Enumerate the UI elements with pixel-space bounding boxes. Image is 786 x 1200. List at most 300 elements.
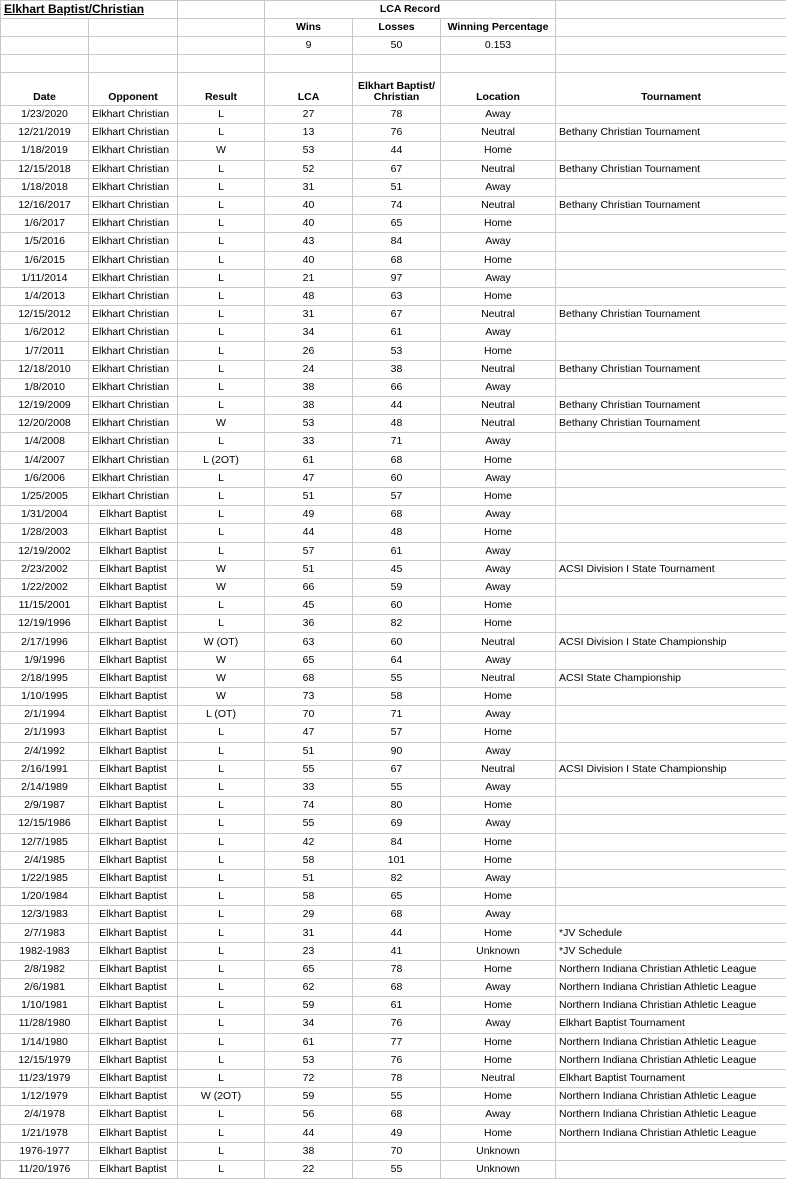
result-cell[interactable]: L xyxy=(178,979,265,997)
tournament-cell[interactable]: ACSI Division I State Championship xyxy=(556,760,786,778)
result-cell[interactable]: L xyxy=(178,760,265,778)
opponent-cell[interactable]: Elkhart Christian xyxy=(89,397,178,415)
opponent-score-cell[interactable]: 60 xyxy=(353,597,441,615)
lca-score-cell[interactable]: 42 xyxy=(265,833,353,851)
opponent-cell[interactable]: Elkhart Baptist xyxy=(89,1160,178,1178)
tournament-cell[interactable]: *JV Schedule xyxy=(556,924,786,942)
tournament-cell[interactable]: Northern Indiana Christian Athletic League xyxy=(556,1124,786,1142)
result-cell[interactable]: L xyxy=(178,778,265,796)
location-cell[interactable]: Neutral xyxy=(441,1069,556,1087)
location-cell[interactable]: Home xyxy=(441,142,556,160)
tournament-cell[interactable] xyxy=(556,706,786,724)
lca-score-cell[interactable]: 40 xyxy=(265,196,353,214)
opponent-cell[interactable]: Elkhart Baptist xyxy=(89,524,178,542)
result-cell[interactable]: L xyxy=(178,524,265,542)
result-cell[interactable]: L xyxy=(178,597,265,615)
tournament-cell[interactable] xyxy=(556,724,786,742)
opponent-cell[interactable]: Elkhart Baptist xyxy=(89,615,178,633)
opponent-score-cell[interactable]: 78 xyxy=(353,106,441,124)
result-cell[interactable]: L xyxy=(178,1069,265,1087)
lca-score-cell[interactable]: 61 xyxy=(265,451,353,469)
opponent-cell[interactable]: Elkhart Christian xyxy=(89,415,178,433)
tournament-cell[interactable]: Bethany Christian Tournament xyxy=(556,415,786,433)
tournament-cell[interactable] xyxy=(556,287,786,305)
date-cell[interactable]: 12/15/1986 xyxy=(1,815,89,833)
location-cell[interactable]: Away xyxy=(441,433,556,451)
sheet-title[interactable]: Elkhart Baptist/Christian xyxy=(1,1,178,19)
lca-score-cell[interactable]: 66 xyxy=(265,578,353,596)
date-cell[interactable]: 1/31/2004 xyxy=(1,506,89,524)
date-cell[interactable]: 1/18/2019 xyxy=(1,142,89,160)
opponent-cell[interactable]: Elkhart Christian xyxy=(89,287,178,305)
opponent-score-cell[interactable]: 53 xyxy=(353,342,441,360)
result-cell[interactable]: L xyxy=(178,469,265,487)
opponent-score-cell[interactable]: 84 xyxy=(353,233,441,251)
result-cell[interactable]: L xyxy=(178,124,265,142)
date-cell[interactable]: 1/10/1995 xyxy=(1,688,89,706)
date-cell[interactable]: 1/14/1980 xyxy=(1,1033,89,1051)
opponent-score-cell[interactable]: 90 xyxy=(353,742,441,760)
opponent-cell[interactable]: Elkhart Baptist xyxy=(89,1051,178,1069)
opponent-cell[interactable]: Elkhart Baptist xyxy=(89,1124,178,1142)
tournament-cell[interactable] xyxy=(556,433,786,451)
date-cell[interactable]: 1/6/2012 xyxy=(1,324,89,342)
location-cell[interactable]: Away xyxy=(441,979,556,997)
opponent-cell[interactable]: Elkhart Baptist xyxy=(89,778,178,796)
location-cell[interactable]: Away xyxy=(441,469,556,487)
tournament-cell[interactable] xyxy=(556,815,786,833)
opponent-score-cell[interactable]: 65 xyxy=(353,888,441,906)
date-cell[interactable]: 1976-1977 xyxy=(1,1142,89,1160)
lca-score-cell[interactable]: 62 xyxy=(265,979,353,997)
opponent-score-cell[interactable]: 77 xyxy=(353,1033,441,1051)
date-cell[interactable]: 2/4/1992 xyxy=(1,742,89,760)
location-cell[interactable]: Home xyxy=(441,960,556,978)
header-date[interactable]: Date xyxy=(1,73,89,106)
result-cell[interactable]: L xyxy=(178,160,265,178)
result-cell[interactable]: L xyxy=(178,906,265,924)
location-cell[interactable]: Away xyxy=(441,906,556,924)
tournament-cell[interactable] xyxy=(556,324,786,342)
location-cell[interactable]: Unknown xyxy=(441,942,556,960)
result-cell[interactable]: L xyxy=(178,724,265,742)
tournament-cell[interactable] xyxy=(556,1142,786,1160)
result-cell[interactable]: W (2OT) xyxy=(178,1088,265,1106)
date-cell[interactable]: 12/21/2019 xyxy=(1,124,89,142)
date-cell[interactable]: 1982-1983 xyxy=(1,942,89,960)
location-cell[interactable]: Neutral xyxy=(441,415,556,433)
location-cell[interactable]: Away xyxy=(441,778,556,796)
opponent-cell[interactable]: Elkhart Baptist xyxy=(89,815,178,833)
tournament-cell[interactable] xyxy=(556,906,786,924)
tournament-cell[interactable] xyxy=(556,233,786,251)
date-cell[interactable]: 1/18/2018 xyxy=(1,178,89,196)
header-location[interactable]: Location xyxy=(441,73,556,106)
date-cell[interactable]: 12/19/2002 xyxy=(1,542,89,560)
tournament-cell[interactable]: Bethany Christian Tournament xyxy=(556,360,786,378)
tournament-cell[interactable] xyxy=(556,142,786,160)
location-cell[interactable]: Away xyxy=(441,233,556,251)
opponent-score-cell[interactable]: 51 xyxy=(353,178,441,196)
lca-score-cell[interactable]: 72 xyxy=(265,1069,353,1087)
location-cell[interactable]: Away xyxy=(441,1106,556,1124)
location-cell[interactable]: Away xyxy=(441,106,556,124)
result-cell[interactable]: L xyxy=(178,997,265,1015)
location-cell[interactable]: Away xyxy=(441,560,556,578)
opponent-score-cell[interactable]: 60 xyxy=(353,633,441,651)
lca-score-cell[interactable]: 57 xyxy=(265,542,353,560)
location-cell[interactable]: Away xyxy=(441,815,556,833)
tournament-cell[interactable] xyxy=(556,178,786,196)
opponent-score-cell[interactable]: 44 xyxy=(353,142,441,160)
opponent-cell[interactable]: Elkhart Christian xyxy=(89,324,178,342)
lca-score-cell[interactable]: 40 xyxy=(265,215,353,233)
lca-score-cell[interactable]: 38 xyxy=(265,378,353,396)
date-cell[interactable]: 11/28/1980 xyxy=(1,1015,89,1033)
tournament-cell[interactable] xyxy=(556,851,786,869)
header-lca[interactable]: LCA xyxy=(265,73,353,106)
lca-score-cell[interactable]: 65 xyxy=(265,960,353,978)
lca-score-cell[interactable]: 63 xyxy=(265,633,353,651)
opponent-cell[interactable]: Elkhart Baptist xyxy=(89,833,178,851)
result-cell[interactable]: L xyxy=(178,215,265,233)
location-cell[interactable]: Away xyxy=(441,178,556,196)
date-cell[interactable]: 1/6/2006 xyxy=(1,469,89,487)
result-cell[interactable]: L xyxy=(178,433,265,451)
date-cell[interactable]: 2/7/1983 xyxy=(1,924,89,942)
opponent-cell[interactable]: Elkhart Christian xyxy=(89,360,178,378)
opponent-cell[interactable]: Elkhart Baptist xyxy=(89,906,178,924)
opponent-score-cell[interactable]: 76 xyxy=(353,1051,441,1069)
tournament-cell[interactable]: Bethany Christian Tournament xyxy=(556,306,786,324)
opponent-cell[interactable]: Elkhart Baptist xyxy=(89,997,178,1015)
date-cell[interactable]: 2/1/1993 xyxy=(1,724,89,742)
result-cell[interactable]: W xyxy=(178,669,265,687)
lca-score-cell[interactable]: 74 xyxy=(265,797,353,815)
lca-score-cell[interactable]: 53 xyxy=(265,1051,353,1069)
date-cell[interactable]: 11/15/2001 xyxy=(1,597,89,615)
opponent-score-cell[interactable]: 58 xyxy=(353,688,441,706)
opponent-score-cell[interactable]: 67 xyxy=(353,160,441,178)
opponent-cell[interactable]: Elkhart Baptist xyxy=(89,924,178,942)
tournament-cell[interactable] xyxy=(556,378,786,396)
location-cell[interactable]: Home xyxy=(441,833,556,851)
result-cell[interactable]: W xyxy=(178,651,265,669)
lca-score-cell[interactable]: 58 xyxy=(265,888,353,906)
date-cell[interactable]: 1/22/2002 xyxy=(1,578,89,596)
winning-percentage-value[interactable]: 0.153 xyxy=(441,37,556,55)
opponent-score-cell[interactable]: 45 xyxy=(353,560,441,578)
tournament-cell[interactable]: ACSI State Championship xyxy=(556,669,786,687)
lca-score-cell[interactable]: 21 xyxy=(265,269,353,287)
tournament-cell[interactable] xyxy=(556,215,786,233)
lca-score-cell[interactable]: 55 xyxy=(265,760,353,778)
lca-score-cell[interactable]: 52 xyxy=(265,160,353,178)
opponent-score-cell[interactable]: 67 xyxy=(353,306,441,324)
opponent-cell[interactable]: Elkhart Baptist xyxy=(89,597,178,615)
lca-score-cell[interactable]: 44 xyxy=(265,1124,353,1142)
result-cell[interactable]: L xyxy=(178,615,265,633)
result-cell[interactable]: L xyxy=(178,233,265,251)
opponent-score-cell[interactable]: 60 xyxy=(353,469,441,487)
opponent-score-cell[interactable]: 76 xyxy=(353,124,441,142)
location-cell[interactable]: Away xyxy=(441,706,556,724)
lca-score-cell[interactable]: 51 xyxy=(265,560,353,578)
header-opponent[interactable]: Opponent xyxy=(89,73,178,106)
opponent-score-cell[interactable]: 68 xyxy=(353,979,441,997)
opponent-cell[interactable]: Elkhart Baptist xyxy=(89,979,178,997)
location-cell[interactable]: Home xyxy=(441,251,556,269)
opponent-score-cell[interactable]: 97 xyxy=(353,269,441,287)
location-cell[interactable]: Home xyxy=(441,688,556,706)
tournament-cell[interactable]: Elkhart Baptist Tournament xyxy=(556,1015,786,1033)
lca-score-cell[interactable]: 47 xyxy=(265,724,353,742)
opponent-score-cell[interactable]: 101 xyxy=(353,851,441,869)
opponent-score-cell[interactable]: 70 xyxy=(353,1142,441,1160)
opponent-score-cell[interactable]: 61 xyxy=(353,997,441,1015)
location-cell[interactable]: Away xyxy=(441,869,556,887)
tournament-cell[interactable]: Northern Indiana Christian Athletic League xyxy=(556,960,786,978)
opponent-cell[interactable]: Elkhart Baptist xyxy=(89,869,178,887)
date-cell[interactable]: 1/5/2016 xyxy=(1,233,89,251)
opponent-score-cell[interactable]: 44 xyxy=(353,924,441,942)
lca-score-cell[interactable]: 31 xyxy=(265,924,353,942)
tournament-cell[interactable]: Bethany Christian Tournament xyxy=(556,160,786,178)
location-cell[interactable]: Unknown xyxy=(441,1142,556,1160)
result-cell[interactable]: L xyxy=(178,869,265,887)
header-result[interactable]: Result xyxy=(178,73,265,106)
date-cell[interactable]: 12/15/2018 xyxy=(1,160,89,178)
tournament-cell[interactable] xyxy=(556,778,786,796)
date-cell[interactable]: 1/6/2017 xyxy=(1,215,89,233)
wins-value[interactable]: 9 xyxy=(265,37,353,55)
lca-score-cell[interactable]: 58 xyxy=(265,851,353,869)
opponent-cell[interactable]: Elkhart Baptist xyxy=(89,1106,178,1124)
lca-score-cell[interactable]: 44 xyxy=(265,524,353,542)
date-cell[interactable]: 12/18/2010 xyxy=(1,360,89,378)
tournament-cell[interactable]: Bethany Christian Tournament xyxy=(556,124,786,142)
tournament-cell[interactable]: Northern Indiana Christian Athletic League xyxy=(556,1106,786,1124)
date-cell[interactable]: 1/4/2007 xyxy=(1,451,89,469)
opponent-cell[interactable]: Elkhart Baptist xyxy=(89,669,178,687)
opponent-cell[interactable]: Elkhart Christian xyxy=(89,451,178,469)
opponent-cell[interactable]: Elkhart Baptist xyxy=(89,742,178,760)
tournament-cell[interactable]: Northern Indiana Christian Athletic League xyxy=(556,997,786,1015)
result-cell[interactable]: L xyxy=(178,797,265,815)
lca-score-cell[interactable]: 31 xyxy=(265,306,353,324)
tournament-cell[interactable] xyxy=(556,269,786,287)
date-cell[interactable]: 1/12/1979 xyxy=(1,1088,89,1106)
location-cell[interactable]: Away xyxy=(441,1015,556,1033)
opponent-score-cell[interactable]: 68 xyxy=(353,1106,441,1124)
opponent-cell[interactable]: Elkhart Baptist xyxy=(89,506,178,524)
tournament-cell[interactable] xyxy=(556,888,786,906)
opponent-score-cell[interactable]: 80 xyxy=(353,797,441,815)
location-cell[interactable]: Unknown xyxy=(441,1160,556,1178)
result-cell[interactable]: W xyxy=(178,142,265,160)
lca-score-cell[interactable]: 56 xyxy=(265,1106,353,1124)
opponent-score-cell[interactable]: 48 xyxy=(353,415,441,433)
opponent-score-cell[interactable]: 67 xyxy=(353,760,441,778)
result-cell[interactable]: L xyxy=(178,378,265,396)
date-cell[interactable]: 1/28/2003 xyxy=(1,524,89,542)
date-cell[interactable]: 1/22/1985 xyxy=(1,869,89,887)
opponent-score-cell[interactable]: 63 xyxy=(353,287,441,305)
lca-score-cell[interactable]: 33 xyxy=(265,778,353,796)
date-cell[interactable]: 1/20/1984 xyxy=(1,888,89,906)
lca-score-cell[interactable]: 53 xyxy=(265,415,353,433)
losses-label[interactable]: Losses xyxy=(353,19,441,37)
tournament-cell[interactable] xyxy=(556,797,786,815)
lca-score-cell[interactable]: 38 xyxy=(265,397,353,415)
result-cell[interactable]: L xyxy=(178,1106,265,1124)
date-cell[interactable]: 1/6/2015 xyxy=(1,251,89,269)
location-cell[interactable]: Home xyxy=(441,1051,556,1069)
opponent-cell[interactable]: Elkhart Baptist xyxy=(89,651,178,669)
date-cell[interactable]: 12/19/1996 xyxy=(1,615,89,633)
opponent-cell[interactable]: Elkhart Christian xyxy=(89,233,178,251)
location-cell[interactable]: Home xyxy=(441,597,556,615)
tournament-cell[interactable] xyxy=(556,506,786,524)
tournament-cell[interactable]: ACSI Division I State Tournament xyxy=(556,560,786,578)
tournament-cell[interactable] xyxy=(556,651,786,669)
date-cell[interactable]: 2/1/1994 xyxy=(1,706,89,724)
location-cell[interactable]: Neutral xyxy=(441,306,556,324)
tournament-cell[interactable] xyxy=(556,1160,786,1178)
opponent-cell[interactable]: Elkhart Christian xyxy=(89,160,178,178)
date-cell[interactable]: 2/4/1978 xyxy=(1,1106,89,1124)
location-cell[interactable]: Away xyxy=(441,542,556,560)
lca-score-cell[interactable]: 51 xyxy=(265,869,353,887)
location-cell[interactable]: Neutral xyxy=(441,669,556,687)
date-cell[interactable]: 2/9/1987 xyxy=(1,797,89,815)
opponent-cell[interactable]: Elkhart Christian xyxy=(89,106,178,124)
result-cell[interactable]: L xyxy=(178,1033,265,1051)
date-cell[interactable]: 1/21/1978 xyxy=(1,1124,89,1142)
date-cell[interactable]: 11/20/1976 xyxy=(1,1160,89,1178)
result-cell[interactable]: L xyxy=(178,815,265,833)
opponent-score-cell[interactable]: 64 xyxy=(353,651,441,669)
location-cell[interactable]: Neutral xyxy=(441,196,556,214)
date-cell[interactable]: 1/4/2013 xyxy=(1,287,89,305)
result-cell[interactable]: L (2OT) xyxy=(178,451,265,469)
location-cell[interactable]: Neutral xyxy=(441,160,556,178)
tournament-cell[interactable]: Bethany Christian Tournament xyxy=(556,196,786,214)
lca-score-cell[interactable]: 24 xyxy=(265,360,353,378)
opponent-score-cell[interactable]: 55 xyxy=(353,778,441,796)
opponent-score-cell[interactable]: 68 xyxy=(353,251,441,269)
location-cell[interactable]: Home xyxy=(441,797,556,815)
opponent-score-cell[interactable]: 76 xyxy=(353,1015,441,1033)
lca-score-cell[interactable]: 13 xyxy=(265,124,353,142)
opponent-cell[interactable]: Elkhart Baptist xyxy=(89,851,178,869)
opponent-cell[interactable]: Elkhart Baptist xyxy=(89,1142,178,1160)
opponent-cell[interactable]: Elkhart Baptist xyxy=(89,797,178,815)
opponent-score-cell[interactable]: 82 xyxy=(353,615,441,633)
opponent-score-cell[interactable]: 68 xyxy=(353,906,441,924)
tournament-cell[interactable]: ACSI Division I State Championship xyxy=(556,633,786,651)
date-cell[interactable]: 1/11/2014 xyxy=(1,269,89,287)
result-cell[interactable]: L xyxy=(178,1142,265,1160)
opponent-score-cell[interactable]: 48 xyxy=(353,524,441,542)
opponent-cell[interactable]: Elkhart Christian xyxy=(89,342,178,360)
location-cell[interactable]: Home xyxy=(441,724,556,742)
date-cell[interactable]: 1/23/2020 xyxy=(1,106,89,124)
lca-score-cell[interactable]: 48 xyxy=(265,287,353,305)
lca-score-cell[interactable]: 33 xyxy=(265,433,353,451)
opponent-score-cell[interactable]: 55 xyxy=(353,1088,441,1106)
opponent-cell[interactable]: Elkhart Baptist xyxy=(89,760,178,778)
tournament-cell[interactable]: Northern Indiana Christian Athletic League xyxy=(556,1051,786,1069)
lca-score-cell[interactable]: 65 xyxy=(265,651,353,669)
tournament-cell[interactable] xyxy=(556,451,786,469)
opponent-cell[interactable]: Elkhart Baptist xyxy=(89,724,178,742)
header-opponent-score[interactable]: Elkhart Baptist/ Christian xyxy=(353,73,441,106)
tournament-cell[interactable]: Northern Indiana Christian Athletic League xyxy=(556,979,786,997)
location-cell[interactable]: Away xyxy=(441,651,556,669)
location-cell[interactable]: Home xyxy=(441,215,556,233)
opponent-cell[interactable]: Elkhart Christian xyxy=(89,378,178,396)
location-cell[interactable]: Home xyxy=(441,524,556,542)
result-cell[interactable]: L xyxy=(178,1051,265,1069)
tournament-cell[interactable]: *JV Schedule xyxy=(556,942,786,960)
result-cell[interactable]: L xyxy=(178,924,265,942)
date-cell[interactable]: 12/15/2012 xyxy=(1,306,89,324)
result-cell[interactable]: L xyxy=(178,851,265,869)
opponent-cell[interactable]: Elkhart Baptist xyxy=(89,1033,178,1051)
lca-score-cell[interactable]: 61 xyxy=(265,1033,353,1051)
result-cell[interactable]: L xyxy=(178,1015,265,1033)
result-cell[interactable]: W xyxy=(178,560,265,578)
location-cell[interactable]: Home xyxy=(441,342,556,360)
location-cell[interactable]: Home xyxy=(441,287,556,305)
lca-score-cell[interactable]: 34 xyxy=(265,1015,353,1033)
result-cell[interactable]: L xyxy=(178,1124,265,1142)
result-cell[interactable]: L xyxy=(178,888,265,906)
result-cell[interactable]: L xyxy=(178,397,265,415)
opponent-cell[interactable]: Elkhart Baptist xyxy=(89,942,178,960)
opponent-score-cell[interactable]: 59 xyxy=(353,578,441,596)
lca-score-cell[interactable]: 29 xyxy=(265,906,353,924)
winning-percentage-label[interactable]: Winning Percentage xyxy=(441,19,556,37)
result-cell[interactable]: L xyxy=(178,360,265,378)
wins-label[interactable]: Wins xyxy=(265,19,353,37)
lca-score-cell[interactable]: 40 xyxy=(265,251,353,269)
result-cell[interactable]: W xyxy=(178,578,265,596)
date-cell[interactable]: 11/23/1979 xyxy=(1,1069,89,1087)
result-cell[interactable]: W (OT) xyxy=(178,633,265,651)
tournament-cell[interactable] xyxy=(556,615,786,633)
location-cell[interactable]: Away xyxy=(441,269,556,287)
opponent-cell[interactable]: Elkhart Baptist xyxy=(89,578,178,596)
opponent-cell[interactable]: Elkhart Christian xyxy=(89,196,178,214)
date-cell[interactable]: 2/18/1995 xyxy=(1,669,89,687)
lca-score-cell[interactable]: 55 xyxy=(265,815,353,833)
location-cell[interactable]: Home xyxy=(441,888,556,906)
result-cell[interactable]: L xyxy=(178,106,265,124)
opponent-score-cell[interactable]: 44 xyxy=(353,397,441,415)
result-cell[interactable]: L xyxy=(178,196,265,214)
opponent-score-cell[interactable]: 55 xyxy=(353,1160,441,1178)
location-cell[interactable]: Away xyxy=(441,506,556,524)
lca-score-cell[interactable]: 53 xyxy=(265,142,353,160)
opponent-score-cell[interactable]: 69 xyxy=(353,815,441,833)
opponent-cell[interactable]: Elkhart Christian xyxy=(89,178,178,196)
location-cell[interactable]: Neutral xyxy=(441,124,556,142)
opponent-score-cell[interactable]: 82 xyxy=(353,869,441,887)
location-cell[interactable]: Away xyxy=(441,742,556,760)
tournament-cell[interactable] xyxy=(556,742,786,760)
